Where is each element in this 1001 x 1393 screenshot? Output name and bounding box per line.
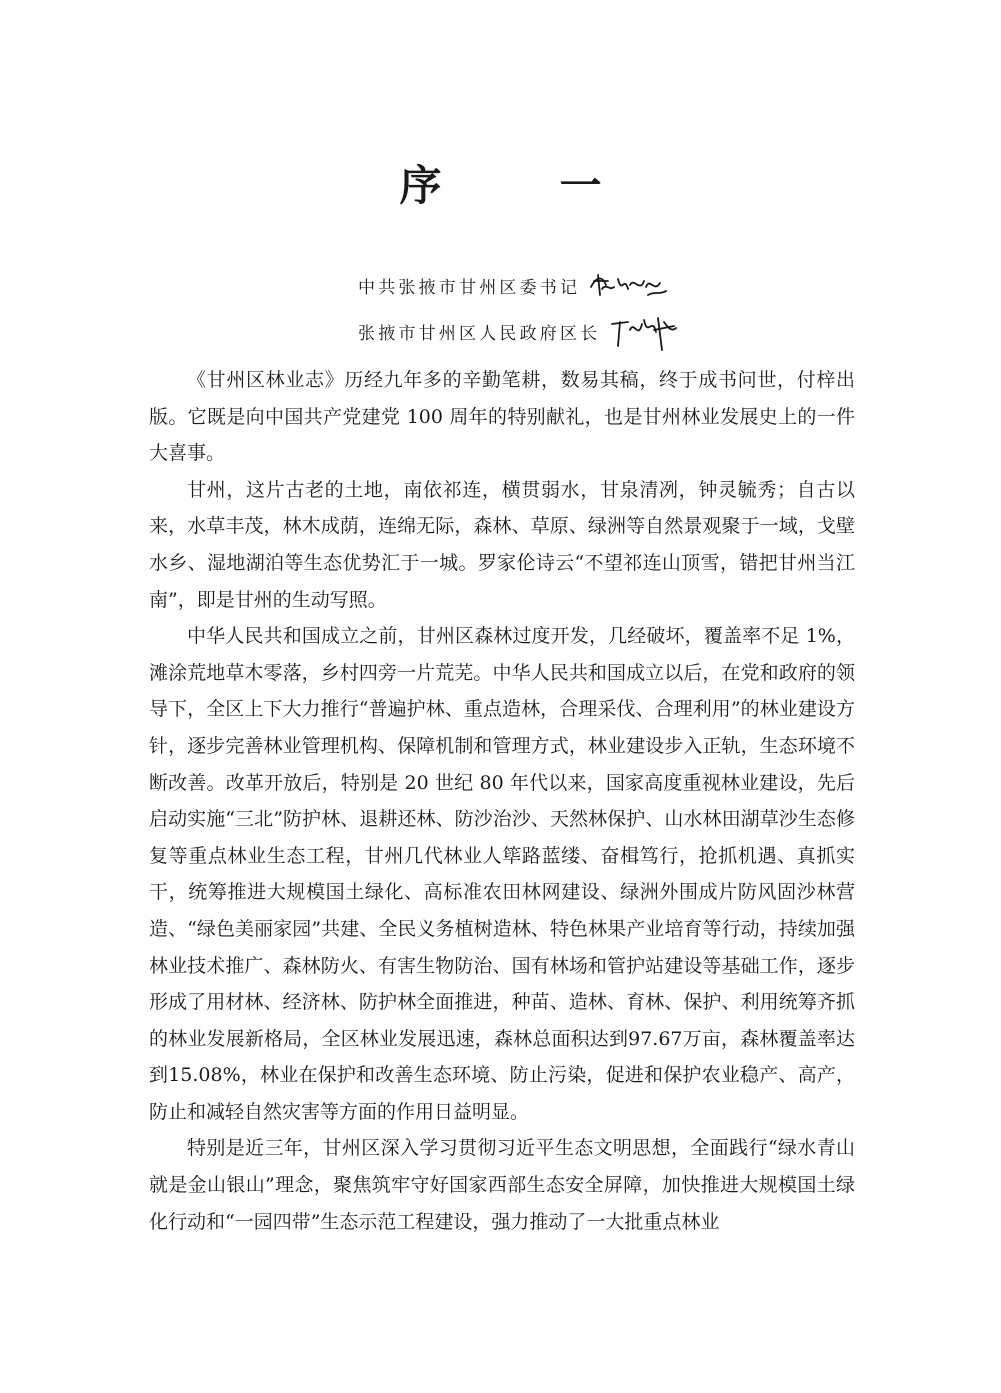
author-block (358, 262, 698, 354)
signature-image (608, 310, 678, 352)
author-title: 中共张掖市甘州区委书记 (358, 277, 581, 298)
author-line (358, 262, 698, 308)
paragraph: 中华人民共和国成立之前，甘州区森林过度开发，几经破坏，覆盖率不足 1%，滩涂荒地草木零落，乡村四旁一片荒芜。中华人民共和国成立以后，在党和政府的领导下，全区上下大力推行“普遍护林、重点造林，合理采伐、合理利用”的林业建设方针，逐步完善林业管理机构、保障机制和管理方式，林业建设步入正轨，生态环境不断改善。改革开放后，特别是 20 世纪 80 年代以来，国家高度重视林业建设，先后启动实施“三北”防护林、退耕还林、防沙治沙、天然林保护、山水林田湖草沙生态修复等重点林业生态工程，甘州几代林业人筚路蓝缕、奋楫笃行，抢抓机遇、真抓实干，统筹推进大规模国土绿化、高标准农田林网建设、绿洲外围成片防风固沙林营造、“绿色美丽家园”共建、全民义务植树造林、特色林果产业培育等行动，持续加强林业技术推广、森林防火、有害生物防治、国有林场和管护站建设等基础工作，逐步形成了用材林、经济林、防护林全面推进，种苗、造林、育林、保护、利用统筹齐抓的林业发展新格局，全区林业发展迅速，森林总面积达到97.67万亩，森林覆盖率达到15.08%，林业在保护和改善生态环境、防止污染，促进和保护农业稳产、高产，防止和减轻自然灾害等方面的作用日益明显。 (149, 625, 855, 1123)
paragraph: 特别是近三年，甘州区深入学习贯彻习近平生态文明思想，全面践行“绿水青山就是金山银山”理念，聚焦筑牢守好国家西部生态安全屏障，加快推进大规模国土绿化行动和“一园四带”生态示范工程建设，强力推动了一大批重点林业 (149, 1137, 855, 1233)
paragraph: 甘州，这片古老的土地，南依祁连，横贯弱水，甘泉清冽，钟灵毓秀；自古以来，水草丰茂，林木成荫，连绵无际，森林、草原、绿洲等自然景观聚于一域，戈壁水乡、湿地湖泊等生态优势汇于一城。罗家伦诗云“不望祁连山顶雪，错把甘州当江南”，即是甘州的生动写照。 (149, 478, 855, 611)
signature-image (588, 265, 670, 305)
author-title: 张掖市甘州区人民政府区长 (358, 323, 601, 344)
body-text (149, 362, 855, 1240)
page-title: 序 一 (399, 161, 640, 210)
author-line (358, 308, 698, 354)
paragraph: 《甘州区林业志》历经九年多的辛勤笔耕，数易其稿，终于成书问世，付梓出版。它既是向中国共产党建党 100 周年的特别献礼，也是甘州林业发展史上的一件大喜事。 (149, 369, 855, 465)
